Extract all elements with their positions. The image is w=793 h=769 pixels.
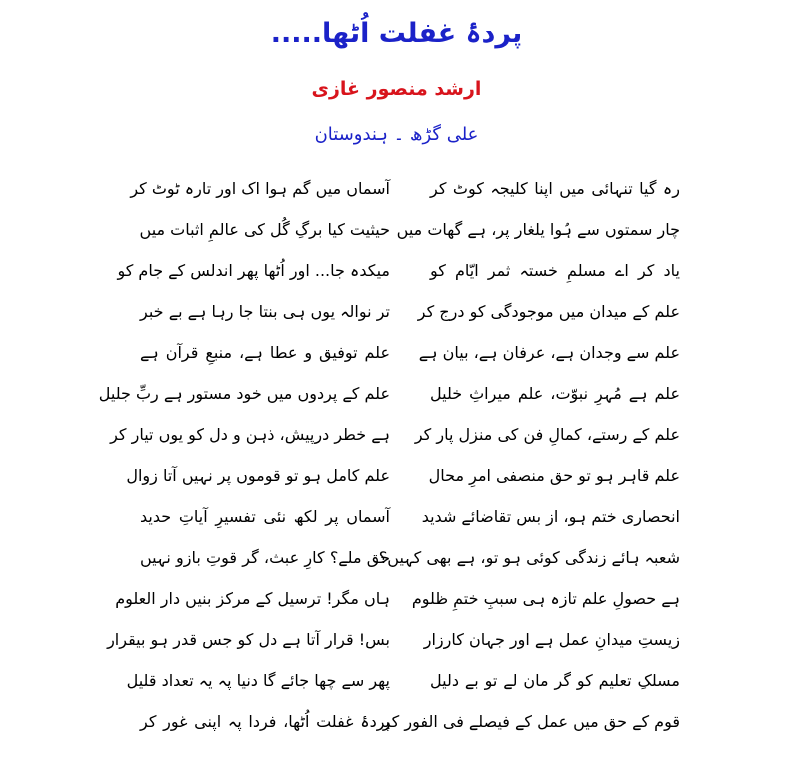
couplet-second-line: حیثیت کیا برگِ گُل کی عالمِ اثبات میں — [139, 220, 390, 239]
couplet-first-line: شعبہ ہائے زندگی کوئی ہو تو، ہے بھی کہیں؟ — [378, 548, 680, 567]
couplet-first-line: علم سے وجدان ہے، عرفان ہے، بیان ہے — [418, 343, 680, 362]
couplet — [117, 258, 680, 288]
couplet-first-line: علم قاہر ہو تو حق منصفی امرِ محال — [428, 466, 680, 485]
couplet-first-line: انحصاری ختم ہو، از بس تقاضائے شدید — [421, 507, 680, 526]
couplet — [107, 627, 680, 657]
couplet — [140, 217, 680, 247]
couplet-second-line: علم توفیق و عطا ہے، منبعِ قرآن ہے — [140, 343, 390, 362]
couplet-second-line: بس! قرار آتا ہے دل کو جس قدر ہو بیقرار — [107, 630, 390, 649]
couplet — [126, 463, 680, 493]
couplet-second-line: حق ملے؟ کارِ عبث، گر قوتِ بازو نہیں — [140, 548, 390, 567]
couplet — [110, 422, 680, 452]
couplet-first-line: رہ گیا تنہائی میں اپنا کلیجہ کوٹ کر — [430, 179, 680, 198]
couplet — [126, 668, 680, 698]
couplet-first-line: مسلکِ تعلیم کو گر مان لے تو بے دلیل — [430, 671, 680, 690]
couplet — [140, 340, 680, 370]
couplet-second-line: تر نوالہ یوں ہی بنتا جا رہا ہے بے خبر — [140, 302, 390, 321]
couplet-second-line: آسماں پر لکھ نئی تفسیرِ آیاتِ حدید — [140, 507, 390, 526]
couplet-first-line: ہے حصولِ علم تازہ ہی سببِ ختمِ ظلوم — [411, 589, 680, 608]
poem-title: پردۂ غفلت اُٹھا..... — [270, 18, 523, 49]
couplet — [115, 586, 680, 616]
couplet-second-line: پردۂ غفلت اُٹھا، فردا پہ اپنی غور کر — [140, 712, 390, 731]
couplet-first-line: علم کے میدان میں موجودگی کو درج کر — [417, 302, 680, 321]
couplet-first-line: یاد کر اے مسلمِ خستہ ثمر ایّام کو — [430, 261, 680, 280]
couplet — [130, 176, 680, 206]
author-location: علی گڑھ ۔ ہندوستان — [314, 124, 479, 145]
couplet-first-line: علم ہے مُہرِ نبوّت، علم میراثِ خلیل — [430, 384, 680, 403]
couplet-first-line: چار سمتوں سے ہُوا یلغار پر، ہے گھات میں — [396, 220, 680, 239]
couplet — [140, 545, 680, 575]
couplet — [140, 709, 680, 739]
couplet-second-line: پھر سے چھا جائے گا دنیا پہ یہ تعداد قلیل — [126, 671, 390, 690]
couplet-second-line: آسماں میں گم ہوا اک اور تارہ ٹوٹ کر — [130, 179, 390, 198]
couplet-second-line: ہے خطر درپیش، ذہن و دل کو یوں تیار کر — [110, 425, 390, 444]
couplet — [140, 299, 680, 329]
poem-body — [98, 176, 680, 756]
couplet — [98, 381, 680, 411]
couplet-second-line: علم کامل ہو تو قوموں پر نہیں آتا زوال — [126, 466, 390, 485]
couplet — [140, 504, 680, 534]
author-name: ارشد منصور غازی — [311, 78, 482, 100]
couplet-second-line: علم کے پردوں میں خود مستور ہے ربِّ جلیل — [98, 384, 390, 403]
couplet-first-line: زیستِ میدانِ عمل ہے اور جہان کارزار — [423, 630, 680, 649]
couplet-second-line: میکدہ جا... اور اُٹھا پھر اندلس کے جام کو — [117, 261, 390, 280]
couplet-first-line: قوم کے حق میں عمل کے فیصلے فی الفور کر — [382, 712, 680, 731]
couplet-second-line: ہاں مگر! ترسیل کے مرکز بنیں دار العلوم — [115, 589, 390, 608]
couplet-first-line: علم کے رستے، کمالِ فن کی منزل پار کر — [414, 425, 680, 444]
